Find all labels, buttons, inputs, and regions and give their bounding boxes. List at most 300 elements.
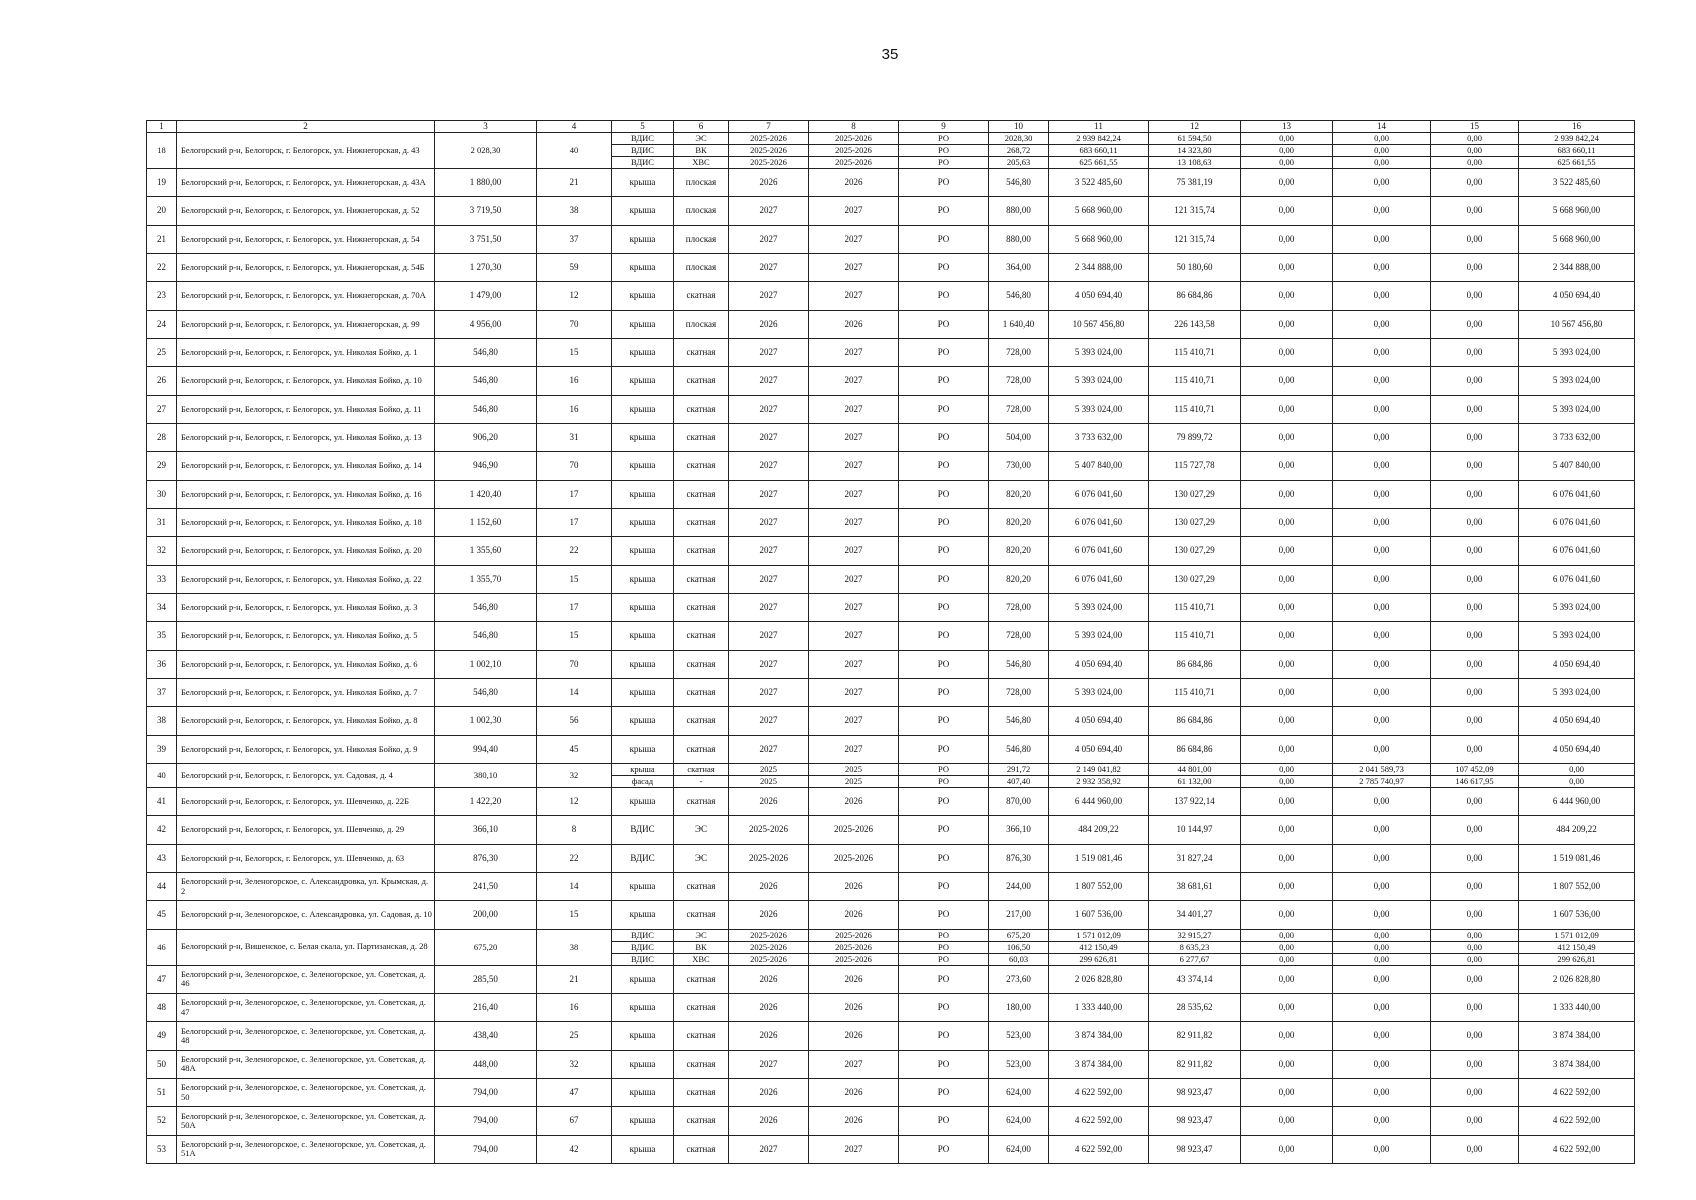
work-element: крыша [612, 225, 674, 253]
work-volume: 1 640,40 [989, 310, 1049, 338]
work-cost: 5 393 024,00 [1049, 593, 1149, 621]
table-row [147, 310, 1635, 338]
plan-end: 2026 [809, 901, 899, 929]
residents-cell: 67 [537, 1107, 612, 1135]
col-15: 0,00 [1431, 953, 1519, 965]
col-13: 0,00 [1241, 763, 1333, 775]
work-type: - [674, 775, 729, 787]
area-cell: 876,30 [435, 844, 537, 872]
col-15: 0,00 [1431, 993, 1519, 1021]
address-cell: Белогорский р-н, Белогорск, г. Белогорск, ул. Нижнегорская, д. 43 [177, 133, 435, 169]
table-row [147, 565, 1635, 593]
plan-end: 2025 [809, 775, 899, 787]
work-cost: 3 874 384,00 [1049, 1050, 1149, 1078]
plan-end: 2025-2026 [809, 157, 899, 169]
table-row [147, 367, 1635, 395]
plan-end: 2025 [809, 763, 899, 775]
table-row [147, 816, 1635, 844]
residents-cell: 38 [537, 929, 612, 965]
plan-start: 2026 [729, 169, 809, 197]
work-volume: 180,00 [989, 993, 1049, 1021]
work-cost: 1 807 552,00 [1049, 872, 1149, 900]
col-13: 0,00 [1241, 169, 1333, 197]
address-cell: Белогорский р-н, Зеленогорское, с. Зеленогорское, ул. Советская, д. 47 [177, 993, 435, 1021]
control-cost: 137 922,14 [1149, 787, 1241, 815]
work-type: скатная [674, 763, 729, 775]
work-type: ВК [674, 145, 729, 157]
work-element: ВДИС [612, 941, 674, 953]
area-cell: 3 719,50 [435, 197, 537, 225]
address-cell: Белогорский р-н, Зеленогорское, с. Зеленогорское, ул. Советская, д. 48А [177, 1050, 435, 1078]
work-cost: 1 607 536,00 [1049, 901, 1149, 929]
plan-start: 2026 [729, 993, 809, 1021]
column-number: 11 [1049, 121, 1149, 133]
row-number: 35 [147, 622, 177, 650]
row-number: 48 [147, 993, 177, 1021]
col-14: 0,00 [1333, 145, 1431, 157]
work-element: крыша [612, 593, 674, 621]
work-type: скатная [674, 1050, 729, 1078]
residents-cell: 70 [537, 650, 612, 678]
col-15: 0,00 [1431, 452, 1519, 480]
col-15: 0,00 [1431, 508, 1519, 536]
funding-source: РО [899, 1135, 989, 1163]
row-number: 19 [147, 169, 177, 197]
address-cell: Белогорский р-н, Белогорск, г. Белогорск, ул. Николая Бойко, д. 5 [177, 622, 435, 650]
col-14: 0,00 [1333, 197, 1431, 225]
work-element: крыша [612, 872, 674, 900]
col-14: 0,00 [1333, 423, 1431, 451]
plan-start: 2027 [729, 197, 809, 225]
address-cell: Белогорский р-н, Белогорск, г. Белогорск, ул. Николая Бойко, д. 11 [177, 395, 435, 423]
work-element: крыша [612, 1022, 674, 1050]
plan-start: 2026 [729, 872, 809, 900]
col-14: 0,00 [1333, 872, 1431, 900]
residents-cell: 59 [537, 253, 612, 281]
total-cost: 5 393 024,00 [1519, 338, 1635, 366]
work-cost: 3 522 485,60 [1049, 169, 1149, 197]
work-element: крыша [612, 707, 674, 735]
work-element: крыша [612, 763, 674, 775]
funding-source: РО [899, 787, 989, 815]
plan-end: 2027 [809, 197, 899, 225]
col-13: 0,00 [1241, 965, 1333, 993]
work-type: скатная [674, 650, 729, 678]
address-cell: Белогорский р-н, Белогорск, г. Белогорск, ул. Николая Бойко, д. 14 [177, 452, 435, 480]
work-type: скатная [674, 508, 729, 536]
table-row [147, 650, 1635, 678]
work-type: скатная [674, 338, 729, 366]
table-row [147, 537, 1635, 565]
control-cost: 13 108,63 [1149, 157, 1241, 169]
column-number: 7 [729, 121, 809, 133]
funding-source: РО [899, 993, 989, 1021]
work-cost: 4 050 694,40 [1049, 650, 1149, 678]
funding-source: РО [899, 367, 989, 395]
work-volume: 876,30 [989, 844, 1049, 872]
work-cost: 1 519 081,46 [1049, 844, 1149, 872]
total-cost: 4 050 694,40 [1519, 650, 1635, 678]
address-cell: Белогорский р-н, Белогорск, г. Белогорск, ул. Нижнегорская, д. 52 [177, 197, 435, 225]
row-number: 24 [147, 310, 177, 338]
table-row [147, 225, 1635, 253]
work-element: крыша [612, 253, 674, 281]
col-14: 0,00 [1333, 395, 1431, 423]
plan-start: 2027 [729, 1135, 809, 1163]
funding-source: РО [899, 1022, 989, 1050]
table-row [147, 1022, 1635, 1050]
col-13: 0,00 [1241, 941, 1333, 953]
address-cell: Белогорский р-н, Белогорск, г. Белогорск, ул. Нижнегорская, д. 99 [177, 310, 435, 338]
col-13: 0,00 [1241, 1022, 1333, 1050]
control-cost: 44 801,00 [1149, 763, 1241, 775]
area-cell: 1 422,20 [435, 787, 537, 815]
plan-end: 2027 [809, 1050, 899, 1078]
total-cost: 4 050 694,40 [1519, 707, 1635, 735]
col-14: 0,00 [1333, 253, 1431, 281]
work-volume: 546,80 [989, 707, 1049, 735]
table-row [147, 844, 1635, 872]
work-volume: 728,00 [989, 678, 1049, 706]
work-element: крыша [612, 169, 674, 197]
work-volume: 624,00 [989, 1107, 1049, 1135]
work-cost: 3 874 384,00 [1049, 1022, 1149, 1050]
plan-end: 2027 [809, 508, 899, 536]
funding-source: РО [899, 157, 989, 169]
control-cost: 75 381,19 [1149, 169, 1241, 197]
address-cell: Белогорский р-н, Зеленогорское, с. Зеленогорское, ул. Советская, д. 46 [177, 965, 435, 993]
plan-end: 2025-2026 [809, 941, 899, 953]
column-number: 2 [177, 121, 435, 133]
plan-start: 2025 [729, 763, 809, 775]
area-cell: 380,10 [435, 763, 537, 787]
work-volume: 523,00 [989, 1050, 1049, 1078]
work-volume: 728,00 [989, 395, 1049, 423]
plan-start: 2026 [729, 901, 809, 929]
table-row [147, 282, 1635, 310]
total-cost: 4 050 694,40 [1519, 282, 1635, 310]
work-element: крыша [612, 678, 674, 706]
col-13: 0,00 [1241, 787, 1333, 815]
address-cell: Белогорский р-н, Белогорск, г. Белогорск, ул. Николая Бойко, д. 22 [177, 565, 435, 593]
funding-source: РО [899, 452, 989, 480]
work-element: крыша [612, 537, 674, 565]
column-number: 14 [1333, 121, 1431, 133]
area-cell: 546,80 [435, 367, 537, 395]
address-cell: Белогорский р-н, Белогорск, г. Белогорск, ул. Нижнегорская, д. 54Б [177, 253, 435, 281]
total-cost: 3 874 384,00 [1519, 1022, 1635, 1050]
residents-cell: 25 [537, 1022, 612, 1050]
work-cost: 412 150,49 [1049, 941, 1149, 953]
row-number: 22 [147, 253, 177, 281]
work-element: крыша [612, 282, 674, 310]
funding-source: РО [899, 133, 989, 145]
work-type: скатная [674, 452, 729, 480]
col-14: 0,00 [1333, 1078, 1431, 1106]
work-element: фасад [612, 775, 674, 787]
work-volume: 407,40 [989, 775, 1049, 787]
control-cost: 98 923,47 [1149, 1135, 1241, 1163]
table-row [147, 1050, 1635, 1078]
work-type: скатная [674, 993, 729, 1021]
col-14: 0,00 [1333, 338, 1431, 366]
column-number: 12 [1149, 121, 1241, 133]
total-cost: 2 344 888,00 [1519, 253, 1635, 281]
residents-cell: 17 [537, 480, 612, 508]
total-cost: 0,00 [1519, 763, 1635, 775]
col-13: 0,00 [1241, 565, 1333, 593]
work-type: скатная [674, 622, 729, 650]
funding-source: РО [899, 872, 989, 900]
plan-start: 2027 [729, 735, 809, 763]
plan-start: 2027 [729, 452, 809, 480]
col-15: 0,00 [1431, 145, 1519, 157]
plan-end: 2027 [809, 593, 899, 621]
table-row [147, 508, 1635, 536]
work-type: скатная [674, 593, 729, 621]
address-cell: Белогорский р-н, Белогорск, г. Белогорск, ул. Николая Бойко, д. 10 [177, 367, 435, 395]
table-row [147, 993, 1635, 1021]
col-15: 0,00 [1431, 735, 1519, 763]
col-14: 0,00 [1333, 169, 1431, 197]
area-cell: 906,20 [435, 423, 537, 451]
work-type: скатная [674, 1107, 729, 1135]
total-cost: 683 660,11 [1519, 145, 1635, 157]
funding-source: РО [899, 965, 989, 993]
address-cell: Белогорский р-н, Белогорск, г. Белогорск, ул. Садовая, д. 4 [177, 763, 435, 787]
total-cost: 4 050 694,40 [1519, 735, 1635, 763]
residents-cell: 15 [537, 338, 612, 366]
total-cost: 5 393 024,00 [1519, 395, 1635, 423]
address-cell: Белогорский р-н, Белогорск, г. Белогорск, ул. Николая Бойко, д. 6 [177, 650, 435, 678]
col-14: 0,00 [1333, 678, 1431, 706]
col-15: 0,00 [1431, 253, 1519, 281]
address-cell: Белогорский р-н, Белогорск, г. Белогорск, ул. Николая Бойко, д. 3 [177, 593, 435, 621]
row-number: 20 [147, 197, 177, 225]
work-type: плоская [674, 310, 729, 338]
column-number: 16 [1519, 121, 1635, 133]
work-type: скатная [674, 1022, 729, 1050]
work-element: крыша [612, 1107, 674, 1135]
col-15: 0,00 [1431, 622, 1519, 650]
control-cost: 8 635,23 [1149, 941, 1241, 953]
work-volume: 546,80 [989, 282, 1049, 310]
row-number: 39 [147, 735, 177, 763]
area-cell: 4 956,00 [435, 310, 537, 338]
control-cost: 28 535,62 [1149, 993, 1241, 1021]
work-type: ХВС [674, 157, 729, 169]
funding-source: РО [899, 310, 989, 338]
col-13: 0,00 [1241, 1135, 1333, 1163]
work-cost: 5 393 024,00 [1049, 367, 1149, 395]
col-14: 0,00 [1333, 622, 1431, 650]
area-cell: 794,00 [435, 1107, 537, 1135]
work-element: ВДИС [612, 157, 674, 169]
col-15: 0,00 [1431, 1022, 1519, 1050]
work-type: скатная [674, 367, 729, 395]
work-cost: 4 622 592,00 [1049, 1135, 1149, 1163]
work-type: скатная [674, 872, 729, 900]
plan-end: 2025-2026 [809, 816, 899, 844]
work-element: крыша [612, 423, 674, 451]
funding-source: РО [899, 816, 989, 844]
funding-source: РО [899, 537, 989, 565]
address-cell: Белогорский р-н, Белогорск, г. Белогорск, ул. Николая Бойко, д. 13 [177, 423, 435, 451]
funding-source: РО [899, 253, 989, 281]
work-volume: 244,00 [989, 872, 1049, 900]
work-element: ВДИС [612, 953, 674, 965]
area-cell: 1 355,60 [435, 537, 537, 565]
table-row [147, 338, 1635, 366]
col-14: 0,00 [1333, 157, 1431, 169]
row-number: 43 [147, 844, 177, 872]
area-cell: 448,00 [435, 1050, 537, 1078]
total-cost: 1 607 536,00 [1519, 901, 1635, 929]
plan-end: 2027 [809, 565, 899, 593]
area-cell: 1 420,40 [435, 480, 537, 508]
work-cost: 2 939 842,24 [1049, 133, 1149, 145]
work-volume: 60,03 [989, 953, 1049, 965]
plan-start: 2025-2026 [729, 157, 809, 169]
table-row [147, 1135, 1635, 1163]
funding-source: РО [899, 423, 989, 451]
work-element: крыша [612, 735, 674, 763]
plan-start: 2025-2026 [729, 145, 809, 157]
work-element: крыша [612, 452, 674, 480]
work-volume: 273,60 [989, 965, 1049, 993]
work-cost: 6 076 041,60 [1049, 565, 1149, 593]
row-number: 21 [147, 225, 177, 253]
table-row [147, 707, 1635, 735]
work-volume: 205,63 [989, 157, 1049, 169]
control-cost: 86 684,86 [1149, 282, 1241, 310]
work-type: скатная [674, 1135, 729, 1163]
col-13: 0,00 [1241, 735, 1333, 763]
work-cost: 2 149 041,82 [1049, 763, 1149, 775]
col-15: 0,00 [1431, 650, 1519, 678]
work-volume: 546,80 [989, 650, 1049, 678]
total-cost: 1 571 012,09 [1519, 929, 1635, 941]
total-cost: 4 622 592,00 [1519, 1078, 1635, 1106]
row-number: 50 [147, 1050, 177, 1078]
total-cost: 1 333 440,00 [1519, 993, 1635, 1021]
funding-source: РО [899, 282, 989, 310]
address-cell: Белогорский р-н, Вишенское, с. Белая скала, ул. Партизанская, д. 28 [177, 929, 435, 965]
work-type: ЭС [674, 844, 729, 872]
col-14: 0,00 [1333, 787, 1431, 815]
total-cost: 3 733 632,00 [1519, 423, 1635, 451]
residents-cell: 15 [537, 901, 612, 929]
funding-source: РО [899, 844, 989, 872]
area-cell: 546,80 [435, 338, 537, 366]
col-14: 2 041 589,73 [1333, 763, 1431, 775]
work-cost: 3 733 632,00 [1049, 423, 1149, 451]
col-14: 0,00 [1333, 225, 1431, 253]
control-cost: 14 323,80 [1149, 145, 1241, 157]
control-cost: 121 315,74 [1149, 225, 1241, 253]
total-cost: 6 076 041,60 [1519, 565, 1635, 593]
area-cell: 2 028,30 [435, 133, 537, 169]
address-cell: Белогорский р-н, Белогорск, г. Белогорск, ул. Николая Бойко, д. 16 [177, 480, 435, 508]
control-cost: 130 027,29 [1149, 508, 1241, 536]
plan-start: 2025-2026 [729, 941, 809, 953]
col-13: 0,00 [1241, 1107, 1333, 1135]
plan-start: 2026 [729, 787, 809, 815]
residents-cell: 32 [537, 763, 612, 787]
table-row [147, 1078, 1635, 1106]
col-13: 0,00 [1241, 593, 1333, 621]
col-15: 0,00 [1431, 480, 1519, 508]
work-cost: 2 344 888,00 [1049, 253, 1149, 281]
address-cell: Белогорский р-н, Белогорск, г. Белогорск, ул. Николая Бойко, д. 9 [177, 735, 435, 763]
plan-end: 2027 [809, 338, 899, 366]
row-number: 46 [147, 929, 177, 965]
work-element: крыша [612, 565, 674, 593]
plan-end: 2027 [809, 282, 899, 310]
total-cost: 6 076 041,60 [1519, 537, 1635, 565]
capital-repair-table [146, 120, 1635, 1164]
work-element: крыша [612, 622, 674, 650]
control-cost: 115 410,71 [1149, 593, 1241, 621]
area-cell: 546,80 [435, 622, 537, 650]
row-number: 49 [147, 1022, 177, 1050]
table-row [147, 253, 1635, 281]
work-cost: 10 567 456,80 [1049, 310, 1149, 338]
table-row [147, 622, 1635, 650]
plan-start: 2025-2026 [729, 953, 809, 965]
control-cost: 226 143,58 [1149, 310, 1241, 338]
work-element: крыша [612, 197, 674, 225]
col-15: 0,00 [1431, 593, 1519, 621]
table-row [147, 133, 1635, 145]
control-cost: 10 144,97 [1149, 816, 1241, 844]
col-13: 0,00 [1241, 678, 1333, 706]
residents-cell: 42 [537, 1135, 612, 1163]
area-cell: 1 002,30 [435, 707, 537, 735]
residents-cell: 14 [537, 678, 612, 706]
plan-end: 2027 [809, 452, 899, 480]
col-13: 0,00 [1241, 157, 1333, 169]
plan-end: 2027 [809, 622, 899, 650]
control-cost: 115 727,78 [1149, 452, 1241, 480]
plan-end: 2026 [809, 965, 899, 993]
col-14: 0,00 [1333, 650, 1431, 678]
plan-start: 2027 [729, 367, 809, 395]
plan-start: 2027 [729, 225, 809, 253]
control-cost: 115 410,71 [1149, 367, 1241, 395]
work-volume: 728,00 [989, 338, 1049, 366]
col-14: 0,00 [1333, 310, 1431, 338]
work-volume: 268,72 [989, 145, 1049, 157]
area-cell: 216,40 [435, 993, 537, 1021]
residents-cell: 32 [537, 1050, 612, 1078]
total-cost: 412 150,49 [1519, 941, 1635, 953]
work-volume: 820,20 [989, 480, 1049, 508]
plan-start: 2025-2026 [729, 133, 809, 145]
work-cost: 5 393 024,00 [1049, 395, 1149, 423]
table-row [147, 169, 1635, 197]
control-cost: 6 277,67 [1149, 953, 1241, 965]
work-cost: 4 050 694,40 [1049, 735, 1149, 763]
row-number: 44 [147, 872, 177, 900]
col-13: 0,00 [1241, 707, 1333, 735]
work-volume: 675,20 [989, 929, 1049, 941]
control-cost: 86 684,86 [1149, 735, 1241, 763]
col-15: 0,00 [1431, 678, 1519, 706]
col-13: 0,00 [1241, 282, 1333, 310]
total-cost: 5 393 024,00 [1519, 367, 1635, 395]
col-15: 107 452,09 [1431, 763, 1519, 775]
